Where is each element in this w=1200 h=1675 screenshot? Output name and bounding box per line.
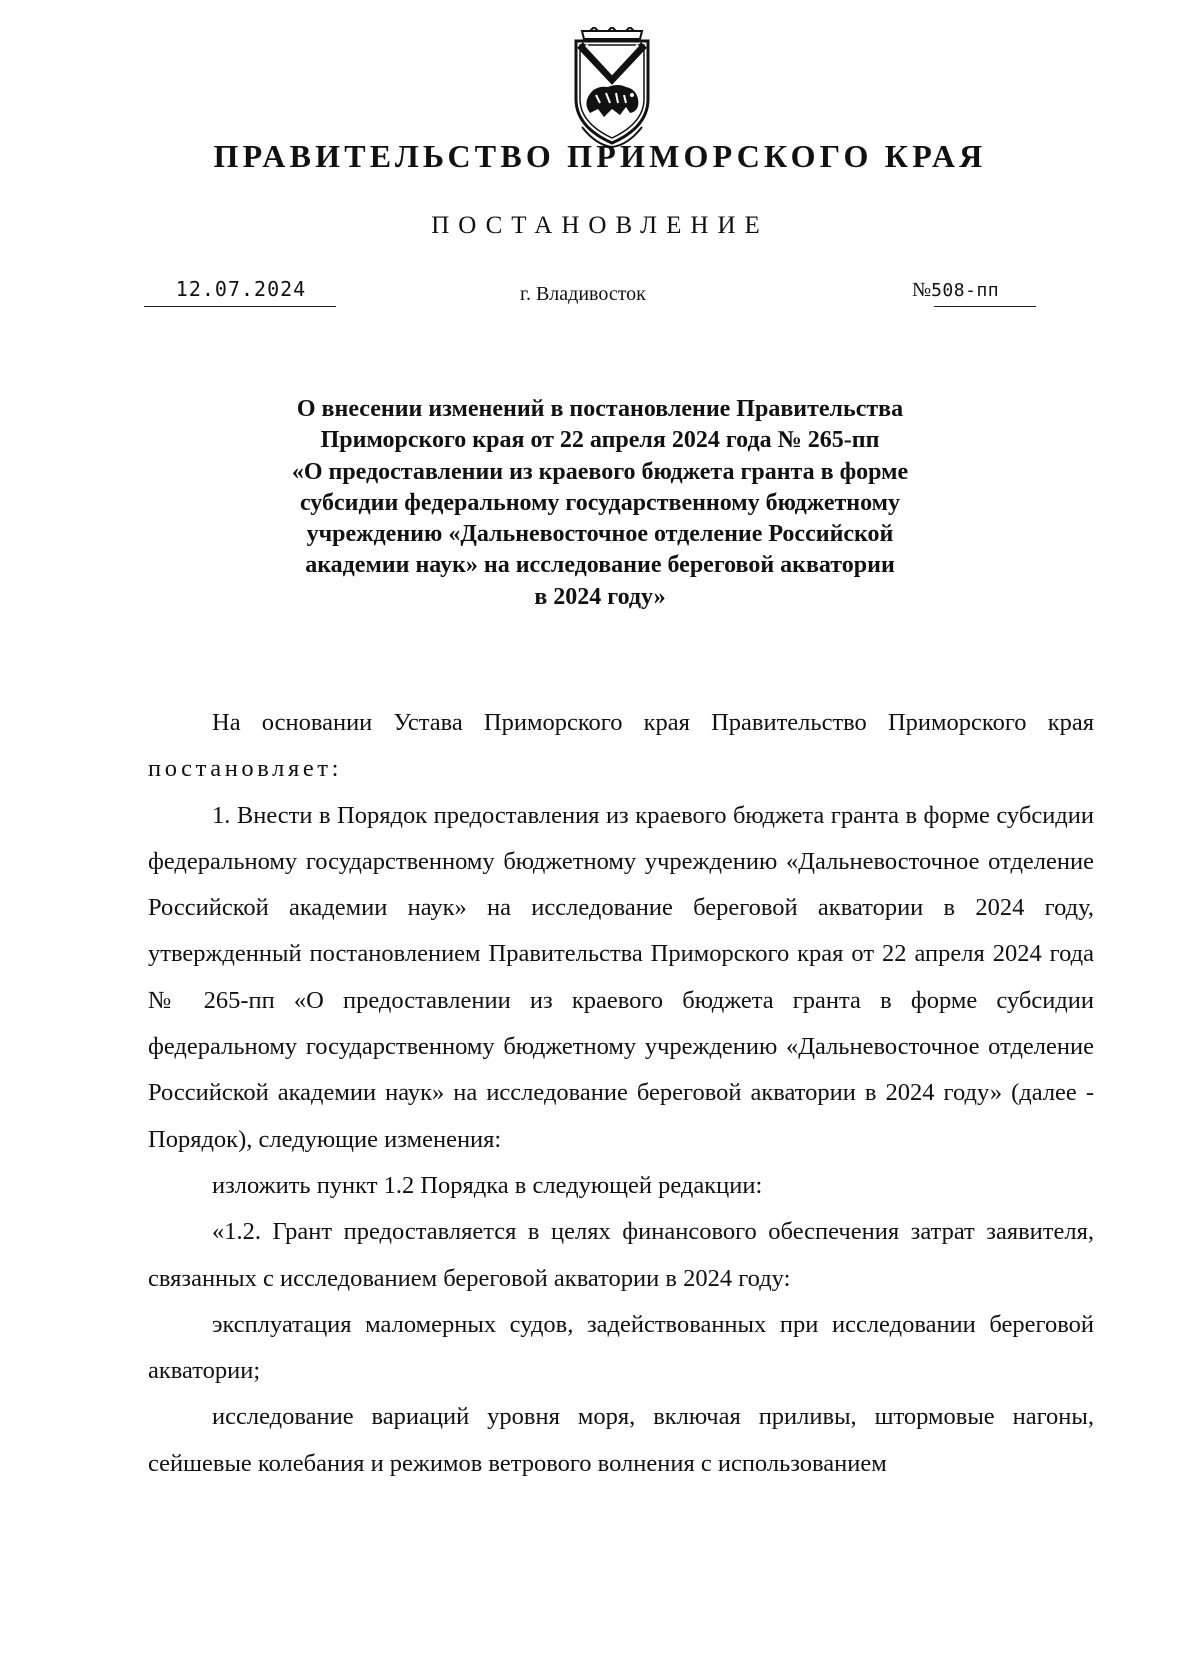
body-paragraph-1: 1. Внести в Порядок предоставления из краевого бюджета гранта в форме субсидии федеральному государственному бюджетному учреждению «Дальневосточное отделение Российской академии наук» на исследование береговой акватории в 2024 году, утвержденный постановлением Правительства Приморского края от 22 апреля 2024 года № 265-пп «О предоставлении из краевого бюджета гранта в форме субсидии федеральному государственному бюджетному учреждению «Дальневосточное отделение Российской академии наук» на исследование береговой акватории в 2024 году» (далее - Порядок), следующие изменения: xyxy=(148,801,1094,1153)
document-subject xyxy=(200,394,1000,613)
subject-line: учреждению «Дальневосточное отделение Российской xyxy=(306,521,894,548)
number-sign: № xyxy=(912,279,932,301)
body-paragraph-2: изложить пункт 1.2 Порядка в следующей редакции: xyxy=(212,1171,763,1199)
subject-line: Приморского края от 22 апреля 2024 года № 265-пп xyxy=(320,427,880,454)
document-number xyxy=(912,279,999,302)
document-city: г. Владивосток xyxy=(520,283,646,305)
government-title: ПРАВИТЕЛЬСТВО ПРИМОРСКОГО КРАЯ xyxy=(213,138,987,174)
number-underline xyxy=(934,306,1036,307)
subject-line: О внесении изменений в постановление Правительства xyxy=(296,396,904,422)
subject-line: субсидии федеральному государственному бюджетному xyxy=(299,489,901,516)
preamble-paragraph xyxy=(148,700,1094,793)
subject-line: академии наук» на исследование береговой акватории xyxy=(305,552,895,579)
document-type: ПОСТАНОВЛЕНИЕ xyxy=(431,212,769,239)
preamble-text: На основании Устава Приморского края Правительство Приморского края xyxy=(212,709,1094,736)
body-paragraph-3: «1.2. Грант предоставляется в целях финансового обеспечения затрат заявителя, связанных с исследованием береговой акватории в 2024 году: xyxy=(148,1218,1094,1292)
subject-line: в 2024 году» xyxy=(534,583,666,610)
body-paragraph-5: исследование вариаций уровня моря, включая приливы, штормовые нагоны, сейшевые колебания и режимов ветрового волнения с использованием xyxy=(148,1403,1094,1477)
number-value: 508-пп xyxy=(931,280,1000,301)
subject-line: «О предоставлении из краевого бюджета гранта в форме xyxy=(291,458,909,485)
preamble-resolves: постановляет: xyxy=(148,755,343,783)
date-underline xyxy=(144,306,336,307)
document-date: 12.07.2024 xyxy=(175,277,307,301)
document-body xyxy=(148,700,1094,1487)
primorsky-krai-coat-of-arms-icon xyxy=(560,27,664,151)
body-paragraph-4: эксплуатация маломерных судов, задействованных при исследовании береговой акватории; xyxy=(148,1310,1094,1385)
